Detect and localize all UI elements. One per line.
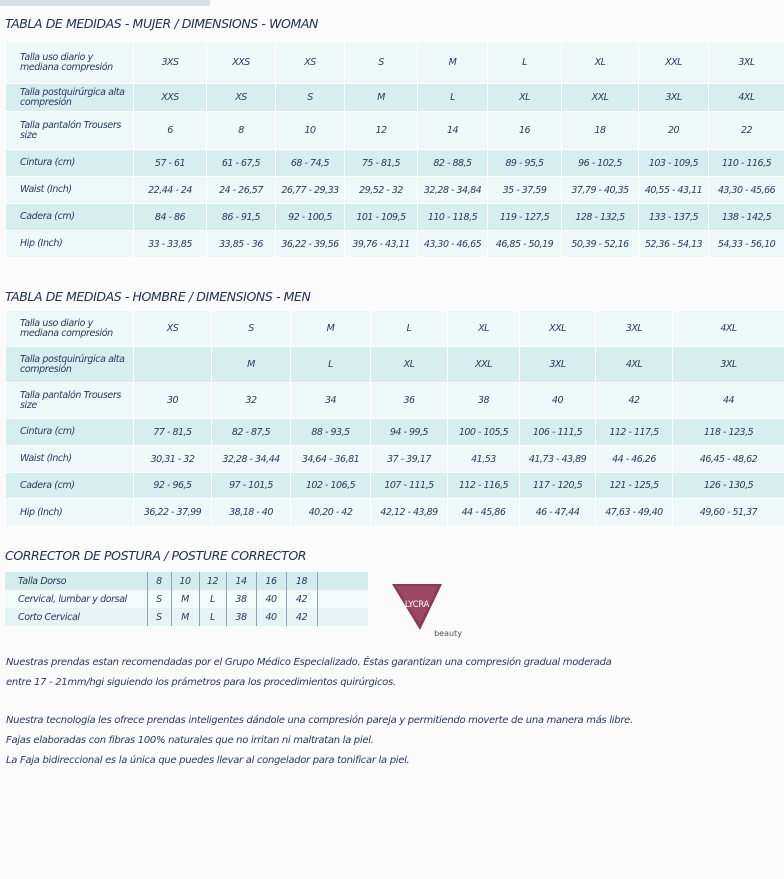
woman-cell: 128 - 132,5 [562, 204, 639, 231]
men-cell: 97 - 101,5 [212, 473, 291, 499]
men-cell: XXL [520, 311, 596, 347]
men-cell: 94 - 99,5 [371, 419, 448, 446]
woman-cell: L [488, 42, 562, 84]
woman-row [6, 42, 784, 84]
men-cell: 3XL [673, 347, 784, 383]
men-cell: 44 - 45,86 [448, 499, 520, 527]
woman-cell: 35 - 37,59 [488, 177, 562, 204]
woman-cell: 18 [562, 112, 639, 150]
posture-cell: M [171, 590, 199, 608]
woman-cell: 89 - 95,5 [488, 150, 562, 177]
men-cell: 40,20 - 42 [291, 499, 371, 527]
men-cell: 4XL [673, 311, 784, 347]
woman-cell: 4XL [709, 84, 784, 112]
men-cell: 41,53 [448, 446, 520, 473]
men-cell: 3XL [520, 347, 596, 383]
woman-cell: S [345, 42, 418, 84]
posture-cell: 38 [226, 608, 256, 626]
men-cell: M [291, 311, 371, 347]
woman-row [6, 177, 784, 204]
woman-cell: 40,55 - 43,11 [639, 177, 709, 204]
lycra-logo-sub: beauty [434, 629, 462, 638]
woman-cell: 26,77 - 29,33 [276, 177, 345, 204]
men-row-label: Cintura (cm) [6, 419, 134, 446]
woman-cell: XL [562, 42, 639, 84]
men-cell: 37 - 39,17 [371, 446, 448, 473]
notes-paragraph-1 [6, 653, 611, 693]
men-cell: 32 [212, 383, 291, 419]
woman-cell: 46,85 - 50,19 [488, 231, 562, 258]
men-size-table [5, 310, 784, 527]
woman-cell: 36,22 - 39,56 [276, 231, 345, 258]
woman-cell: 86 - 91,5 [207, 204, 276, 231]
woman-cell: 10 [276, 112, 345, 150]
woman-cell: 133 - 137,5 [639, 204, 709, 231]
woman-size-table [5, 41, 784, 258]
men-cell: 118 - 123,5 [673, 419, 784, 446]
notes-p1-line1: Nuestras prendas estan recomendadas por el Grupo Médico Especializado. Éstas garantizan una compresión gradual moderada [6, 657, 612, 668]
posture-size-table [5, 572, 368, 626]
men-cell: 106 - 111,5 [520, 419, 596, 446]
men-cell: 47,63 - 49,40 [596, 499, 673, 527]
men-row [6, 419, 784, 446]
men-row-label: Waist (Inch) [6, 446, 134, 473]
men-cell: 88 - 93,5 [291, 419, 371, 446]
posture-cell: 18 [286, 572, 317, 590]
men-cell [134, 347, 212, 383]
men-cell: 41,73 - 43,89 [520, 446, 596, 473]
men-cell: L [291, 347, 371, 383]
woman-cell: 22,44 - 24 [134, 177, 207, 204]
woman-cell: 101 - 109,5 [345, 204, 418, 231]
men-row-label: Talla pantalón Trousers size [6, 383, 134, 419]
men-row [6, 347, 784, 383]
men-cell: 34,64 - 36,81 [291, 446, 371, 473]
men-cell: 49,60 - 51,37 [673, 499, 784, 527]
men-cell: 102 - 106,5 [291, 473, 371, 499]
woman-row [6, 204, 784, 231]
woman-cell: 110 - 116,5 [709, 150, 784, 177]
men-cell: 112 - 117,5 [596, 419, 673, 446]
men-cell: 100 - 105,5 [448, 419, 520, 446]
posture-cell: M [171, 608, 199, 626]
woman-cell: 61 - 67,5 [207, 150, 276, 177]
woman-cell: 3XS [134, 42, 207, 84]
woman-cell: 24 - 26,57 [207, 177, 276, 204]
woman-cell: XL [488, 84, 562, 112]
men-cell: 34 [291, 383, 371, 419]
posture-cell: 8 [147, 572, 171, 590]
men-cell: XS [134, 311, 212, 347]
woman-row [6, 84, 784, 112]
lycra-logo-brand: LYCRA [404, 600, 430, 610]
woman-cell: 82 - 88,5 [418, 150, 488, 177]
posture-row-label: Talla Dorso [5, 572, 147, 590]
top-border [0, 0, 210, 6]
men-cell: 46 - 47,44 [520, 499, 596, 527]
woman-cell: XS [207, 84, 276, 112]
men-row [6, 499, 784, 527]
woman-row [6, 150, 784, 177]
woman-cell: M [418, 42, 488, 84]
woman-cell: XS [276, 42, 345, 84]
men-row [6, 446, 784, 473]
woman-cell: 92 - 100,5 [276, 204, 345, 231]
men-row-label: Talla uso diario y mediana compresión [6, 311, 134, 347]
notes-paragraph-2 [6, 711, 633, 771]
woman-cell: 12 [345, 112, 418, 150]
men-cell: XL [371, 347, 448, 383]
woman-cell: 50,39 - 52,16 [562, 231, 639, 258]
men-cell: 126 - 130,5 [673, 473, 784, 499]
posture-cell: S [147, 608, 171, 626]
woman-cell: 96 - 102,5 [562, 150, 639, 177]
woman-cell: 29,52 - 32 [345, 177, 418, 204]
woman-cell: XXL [562, 84, 639, 112]
woman-cell: 52,36 - 54,13 [639, 231, 709, 258]
posture-cell: 12 [199, 572, 226, 590]
men-row [6, 383, 784, 419]
men-row-label: Cadera (cm) [6, 473, 134, 499]
posture-cell: 40 [256, 590, 286, 608]
woman-row-label: Talla pantalón Trousers size [6, 112, 134, 150]
posture-cell: S [147, 590, 171, 608]
men-cell: 36 [371, 383, 448, 419]
woman-cell: 138 - 142,5 [709, 204, 784, 231]
woman-cell: XXS [134, 84, 207, 112]
woman-cell: 33,85 - 36 [207, 231, 276, 258]
woman-cell: 33 - 33,85 [134, 231, 207, 258]
woman-cell: 20 [639, 112, 709, 150]
men-cell: XL [448, 311, 520, 347]
woman-row-label: Cadera (cm) [6, 204, 134, 231]
woman-cell: 32,28 - 34,84 [418, 177, 488, 204]
posture-row-pad [317, 608, 368, 626]
men-cell: 32,28 - 34,44 [212, 446, 291, 473]
men-cell: 3XL [596, 311, 673, 347]
posture-row [5, 608, 368, 626]
men-cell: M [212, 347, 291, 383]
woman-cell: 75 - 81,5 [345, 150, 418, 177]
posture-row-pad [317, 572, 368, 590]
notes-p2-line3: La Faja bidireccional es la única que puedes llevar al congelador para tonificar la piel. [6, 755, 410, 766]
woman-cell: M [345, 84, 418, 112]
woman-cell: 119 - 127,5 [488, 204, 562, 231]
woman-row [6, 112, 784, 150]
woman-cell: 103 - 109,5 [639, 150, 709, 177]
posture-row [5, 572, 368, 590]
woman-row-label: Waist (Inch) [6, 177, 134, 204]
men-cell: 46,45 - 48,62 [673, 446, 784, 473]
woman-cell: S [276, 84, 345, 112]
men-cell: S [212, 311, 291, 347]
men-cell: 82 - 87,5 [212, 419, 291, 446]
woman-cell: 8 [207, 112, 276, 150]
posture-cell: 10 [171, 572, 199, 590]
men-row [6, 473, 784, 499]
notes-p2-line1: Nuestra tecnología les ofrece prendas inteligentes dándole una compresión pareja y permitiendo moverte de una manera más libre. [6, 715, 633, 726]
lycra-logo [386, 580, 466, 640]
woman-cell: 84 - 86 [134, 204, 207, 231]
posture-cell: 42 [286, 608, 317, 626]
men-table-title: TABLA DE MEDIDAS - HOMBRE / DIMENSIONS - MEN [5, 289, 311, 304]
woman-cell: 54,33 - 56,10 [709, 231, 784, 258]
men-cell: 44 - 46,26 [596, 446, 673, 473]
woman-cell: 3XL [639, 84, 709, 112]
woman-cell: XXS [207, 42, 276, 84]
woman-cell: 43,30 - 45,66 [709, 177, 784, 204]
woman-row [6, 231, 784, 258]
men-cell: 112 - 116,5 [448, 473, 520, 499]
men-cell: 107 - 111,5 [371, 473, 448, 499]
posture-cell: 40 [256, 608, 286, 626]
posture-row-label: Cervical, lumbar y dorsal [5, 590, 147, 608]
woman-table-title: TABLA DE MEDIDAS - MUJER / DIMENSIONS - WOMAN [5, 16, 318, 31]
men-row-label: Hip (Inch) [6, 499, 134, 527]
men-cell: 121 - 125,5 [596, 473, 673, 499]
posture-cell: 42 [286, 590, 317, 608]
woman-row-label: Cintura (cm) [6, 150, 134, 177]
woman-cell: L [418, 84, 488, 112]
woman-cell: 110 - 118,5 [418, 204, 488, 231]
posture-row-label: Corto Cervical [5, 608, 147, 626]
posture-cell: 38 [226, 590, 256, 608]
men-cell: 30,31 - 32 [134, 446, 212, 473]
woman-cell: 22 [709, 112, 784, 150]
posture-cell: 16 [256, 572, 286, 590]
posture-cell: L [199, 590, 226, 608]
woman-row-label: Talla postquirúrgica alta compresión [6, 84, 134, 112]
men-cell: 42 [596, 383, 673, 419]
woman-cell: 16 [488, 112, 562, 150]
posture-table-title: CORRECTOR DE POSTURA / POSTURE CORRECTOR [5, 548, 307, 563]
posture-cell: 14 [226, 572, 256, 590]
men-cell: L [371, 311, 448, 347]
notes-p1-line2: entre 17 - 21mm/hgi siguiendo los prámetros para los procedimientos quirúrgicos. [6, 677, 396, 688]
woman-cell: XXL [639, 42, 709, 84]
men-cell: 44 [673, 383, 784, 419]
woman-cell: 14 [418, 112, 488, 150]
woman-row-label: Talla uso diario y mediana compresión [6, 42, 134, 84]
woman-cell: 57 - 61 [134, 150, 207, 177]
woman-cell: 3XL [709, 42, 784, 84]
woman-row-label: Hip (Inch) [6, 231, 134, 258]
men-cell: 77 - 81,5 [134, 419, 212, 446]
posture-row-pad [317, 590, 368, 608]
men-row-label: Talla postquirúrgica alta compresión [6, 347, 134, 383]
men-cell: 30 [134, 383, 212, 419]
men-cell: 38 [448, 383, 520, 419]
woman-cell: 68 - 74,5 [276, 150, 345, 177]
woman-cell: 43,30 - 46,65 [418, 231, 488, 258]
men-row [6, 311, 784, 347]
posture-row [5, 590, 368, 608]
woman-cell: 39,76 - 43,11 [345, 231, 418, 258]
notes-p2-line2: Fajas elaboradas con fibras 100% naturales que no irritan ni maltratan la piel. [6, 735, 374, 746]
men-cell: XXL [448, 347, 520, 383]
men-cell: 36,22 - 37,99 [134, 499, 212, 527]
posture-cell: L [199, 608, 226, 626]
men-cell: 38,18 - 40 [212, 499, 291, 527]
men-cell: 92 - 96,5 [134, 473, 212, 499]
men-cell: 4XL [596, 347, 673, 383]
woman-cell: 6 [134, 112, 207, 150]
men-cell: 40 [520, 383, 596, 419]
woman-cell: 37,79 - 40,35 [562, 177, 639, 204]
men-cell: 42,12 - 43,89 [371, 499, 448, 527]
men-cell: 117 - 120,5 [520, 473, 596, 499]
